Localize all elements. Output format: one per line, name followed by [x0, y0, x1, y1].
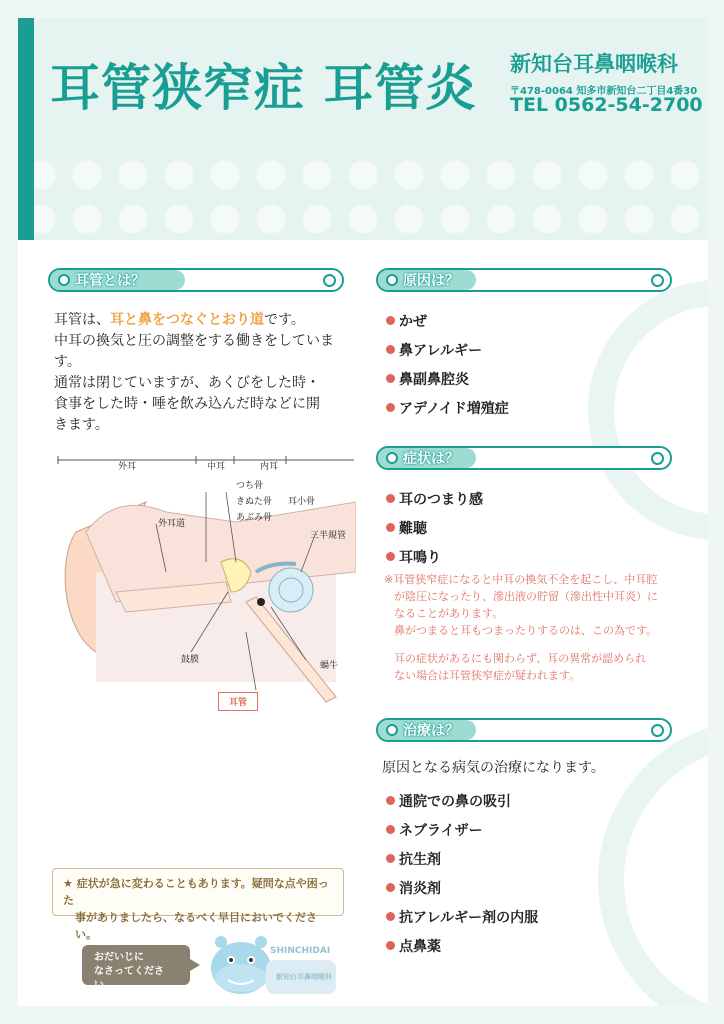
- section-end-circle: [651, 274, 664, 287]
- list-item: 鼻副鼻腔炎: [386, 364, 509, 393]
- mascot-logo-text: SHINCHIDAI: [270, 946, 331, 956]
- section-symptom: [376, 446, 672, 470]
- treatment-intro: 原因となる病気の治療になります。: [382, 760, 605, 776]
- list-item: 鼻アレルギー: [386, 335, 509, 364]
- list-item: 抗生剤: [386, 844, 538, 873]
- hippo-mascot-icon: [196, 930, 346, 1000]
- page-title: 耳管狭窄症 耳管炎: [50, 59, 477, 117]
- list-item: 点鼻薬: [386, 931, 538, 960]
- what-description: 耳管は、耳と鼻をつなぐとおり道です。 中耳の換気と圧の調整をする働きをしていま す。 通常は閉じていますが、あくびをした時・ 食事をした時・唾を飲み込んだ時などに開 きます。: [54, 312, 334, 433]
- symptom-note-2: 耳の症状があるにも関わらず、耳の異常が認められ ない場合は耳管狭窄症が疑われます。: [394, 652, 647, 682]
- clinic-address: 〒478-0064 知多市新知台二丁目4番30: [510, 86, 698, 97]
- section-treatment-heading: 治療は？: [403, 723, 459, 739]
- list-item: アデノイド増殖症: [386, 393, 509, 422]
- cause-list: [386, 306, 509, 422]
- section-treatment: [376, 718, 672, 742]
- label-eustachian-tube: 耳管: [218, 692, 258, 711]
- list-item: 耳鳴り: [386, 542, 483, 571]
- list-item: 抗アレルギー剤の内服: [386, 902, 538, 931]
- section-what: [48, 268, 344, 292]
- symptom-list: [386, 484, 483, 571]
- label-outer-ear: 外耳: [118, 462, 137, 472]
- header-accent-bar: [18, 18, 34, 240]
- section-end-circle: [651, 452, 664, 465]
- list-item: ネブライザー: [386, 815, 538, 844]
- label-cochlea: 蝸牛: [320, 661, 339, 671]
- list-item: 難聴: [386, 513, 483, 542]
- list-item: 通院での鼻の吸引: [386, 786, 538, 815]
- list-item: 耳のつまり感: [386, 484, 483, 513]
- symptom-note: ※耳管狭窄症になると中耳の換気不全を起こし、中耳腔 が陰圧になったり、滲出液の貯留（滲出性中耳炎）に なることがあります。 鼻がつまると耳もつまったりするのは、この為です。: [384, 573, 658, 637]
- label-ossicles: 耳小骨: [288, 497, 316, 507]
- label-incus: きぬた骨: [236, 497, 273, 507]
- section-end-circle: [323, 274, 336, 287]
- list-item: 消炎剤: [386, 873, 538, 902]
- label-middle-ear: 中耳: [207, 462, 226, 472]
- label-eardrum: 鼓膜: [181, 655, 200, 665]
- label-malleus: つち骨: [236, 481, 264, 491]
- section-what-heading: 耳管とは？: [75, 273, 145, 289]
- label-inner-ear: 内耳: [260, 462, 279, 472]
- section-cause-heading: 原因は？: [403, 273, 459, 289]
- mascot-logo-sub: 新知台耳鼻咽喉科: [276, 973, 332, 981]
- warning-box: ★ 症状が急に変わることもあります。疑問な点や困った 事がありましたら、なるべく早目においでください。: [52, 868, 344, 916]
- header-dot-pattern: [18, 153, 708, 240]
- list-item: かぜ: [386, 306, 509, 335]
- speech-bubble: おだいじに なさってください。: [82, 945, 190, 985]
- clinic-tel: TEL 0562-54-2700: [510, 94, 703, 116]
- main-content: [18, 240, 708, 1006]
- label-stapes: あぶみ骨: [236, 513, 273, 523]
- section-cause: [376, 268, 672, 292]
- label-ear-canal: 外耳道: [158, 519, 186, 529]
- clinic-name: 新知台耳鼻咽喉科: [510, 52, 678, 76]
- section-end-circle: [651, 724, 664, 737]
- label-semicircular: 三半規管: [310, 531, 347, 541]
- treatment-list: [386, 786, 538, 960]
- section-symptom-heading: 症状は？: [403, 451, 459, 467]
- ear-diagram: [56, 452, 356, 712]
